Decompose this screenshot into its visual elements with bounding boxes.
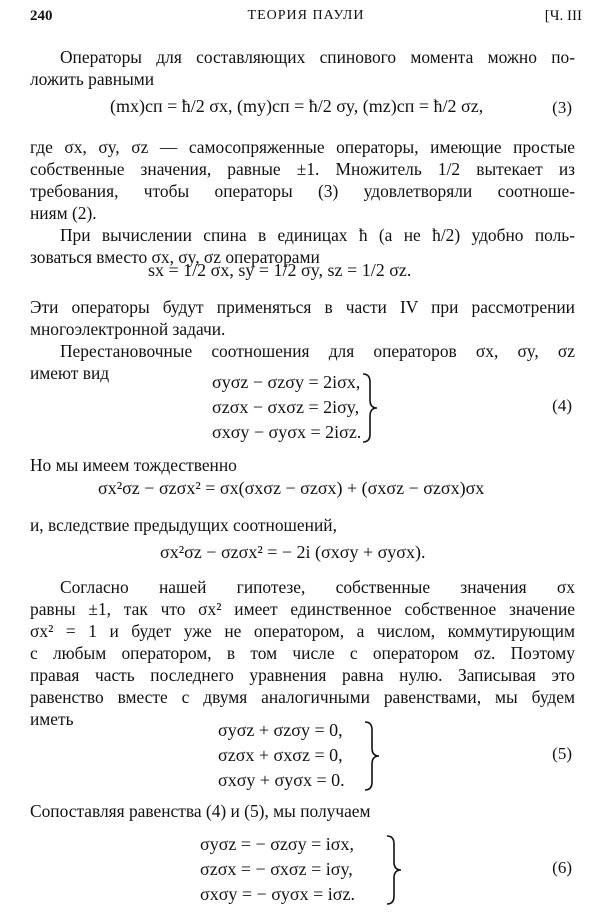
paragraph-8 (30, 576, 575, 730)
paragraph-9 (30, 800, 575, 822)
text-line: Согласно нашей гипотезе, собственные значения σx (60, 577, 575, 597)
equation-number-3: (3) (552, 98, 572, 117)
equation-number-5: (5) (552, 744, 572, 763)
text-line: иметь (30, 709, 74, 729)
text-line: Эти операторы будут применяться в части IV при рассмотрении (30, 297, 575, 317)
equation-row: σxσy = − σyσx = iσz. (200, 884, 355, 904)
text-line: с любым оператором, в том числе с оператором σz. Поэтому (30, 643, 575, 663)
text-line: зоваться вместо σx, σy, σz операторами (30, 247, 320, 267)
right-brace-icon (360, 372, 380, 444)
text-line: При вычислении спина в единицах ħ (а не ħ/2) удобно поль- (60, 225, 575, 245)
equation-row: σyσz = − σzσy = iσx, (200, 834, 354, 854)
text-line: имеют вид (30, 363, 110, 383)
equation-identity: σx²σz − σzσx² = σx(σxσz − σzσx) + (σxσz − σzσx)σx (98, 478, 485, 498)
running-title: ТЕОРИЯ ПАУЛИ (247, 8, 365, 23)
text-line: Перестановочные соотношения для операторов σx, σy, σz (60, 341, 575, 361)
equation-number-6: (6) (552, 858, 572, 877)
text-line: равенство вместе с двумя аналогичными равенствами, мы будем (30, 687, 575, 707)
text-line: ниям (2). (30, 203, 97, 223)
text-line: и, вследствие предыдущих соотношений, (30, 515, 337, 535)
paragraph-4 (30, 296, 575, 340)
text-line: ложить равными (30, 69, 155, 89)
equation-row: σyσz − σzσy = 2iσx, (212, 372, 361, 392)
equation-row: σzσx − σxσz = 2iσy, (212, 397, 360, 417)
equation-row: σzσx + σxσz = 0, (218, 745, 343, 765)
paragraph-7 (30, 514, 575, 536)
equation-row: σxσy + σyσx = 0. (218, 770, 345, 790)
equation-result: σx²σz − σzσx² = − 2i (σxσy + σyσx). (160, 542, 426, 562)
equation-row: σzσx = − σxσz = iσy, (200, 859, 353, 879)
paragraph-6 (30, 454, 575, 476)
text-line: равны ±1, так что σx² имеет единственное собственное значение (30, 599, 575, 619)
paragraph-1 (30, 46, 575, 90)
equation-s-operators: sx = 1/2 σx, sy = 1/2 σy, sz = 1/2 σz. (148, 260, 412, 280)
equation-system-4 (212, 370, 361, 445)
text-line: собственные значения, равные ±1. Множитель 1/2 вытекает из (30, 159, 575, 179)
equation-system-6 (200, 832, 355, 907)
right-brace-icon (362, 720, 382, 792)
text-line: σx² = 1 и будет уже не оператором, а числом, коммутирующим (30, 621, 575, 641)
right-brace-icon (384, 834, 404, 906)
equation-row: σxσy − σyσx = 2iσz. (212, 422, 362, 442)
text-line: Сопоставляя равенства (4) и (5), мы получаем (30, 801, 371, 821)
equation-row: σyσz + σzσy = 0, (218, 720, 343, 740)
text-line: правая часть последнего уравнения равна нулю. Записывая это (30, 665, 575, 685)
text-line: Но мы имеем тождественно (30, 455, 237, 475)
equation-number-4: (4) (552, 396, 572, 415)
chapter-label: [Ч. III (544, 8, 582, 24)
page-number: 240 (30, 8, 53, 24)
text-line: многоэлектронной задачи. (30, 319, 226, 339)
page-header (30, 8, 582, 28)
equation-3: (mx)сп = ħ/2 σx, (my)сп = ħ/2 σy, (mz)сп = ħ/2 σz, (110, 96, 484, 116)
equation-system-5 (218, 718, 345, 793)
paragraph-2 (30, 136, 575, 224)
text-line: требования, чтобы операторы (3) удовлетворяли соотноше- (30, 181, 575, 201)
text-line: где σx, σy, σz — самосопряженные операторы, имеющие простые (30, 137, 575, 157)
text-line: Операторы для составляющих спинового момента можно по- (60, 47, 575, 67)
